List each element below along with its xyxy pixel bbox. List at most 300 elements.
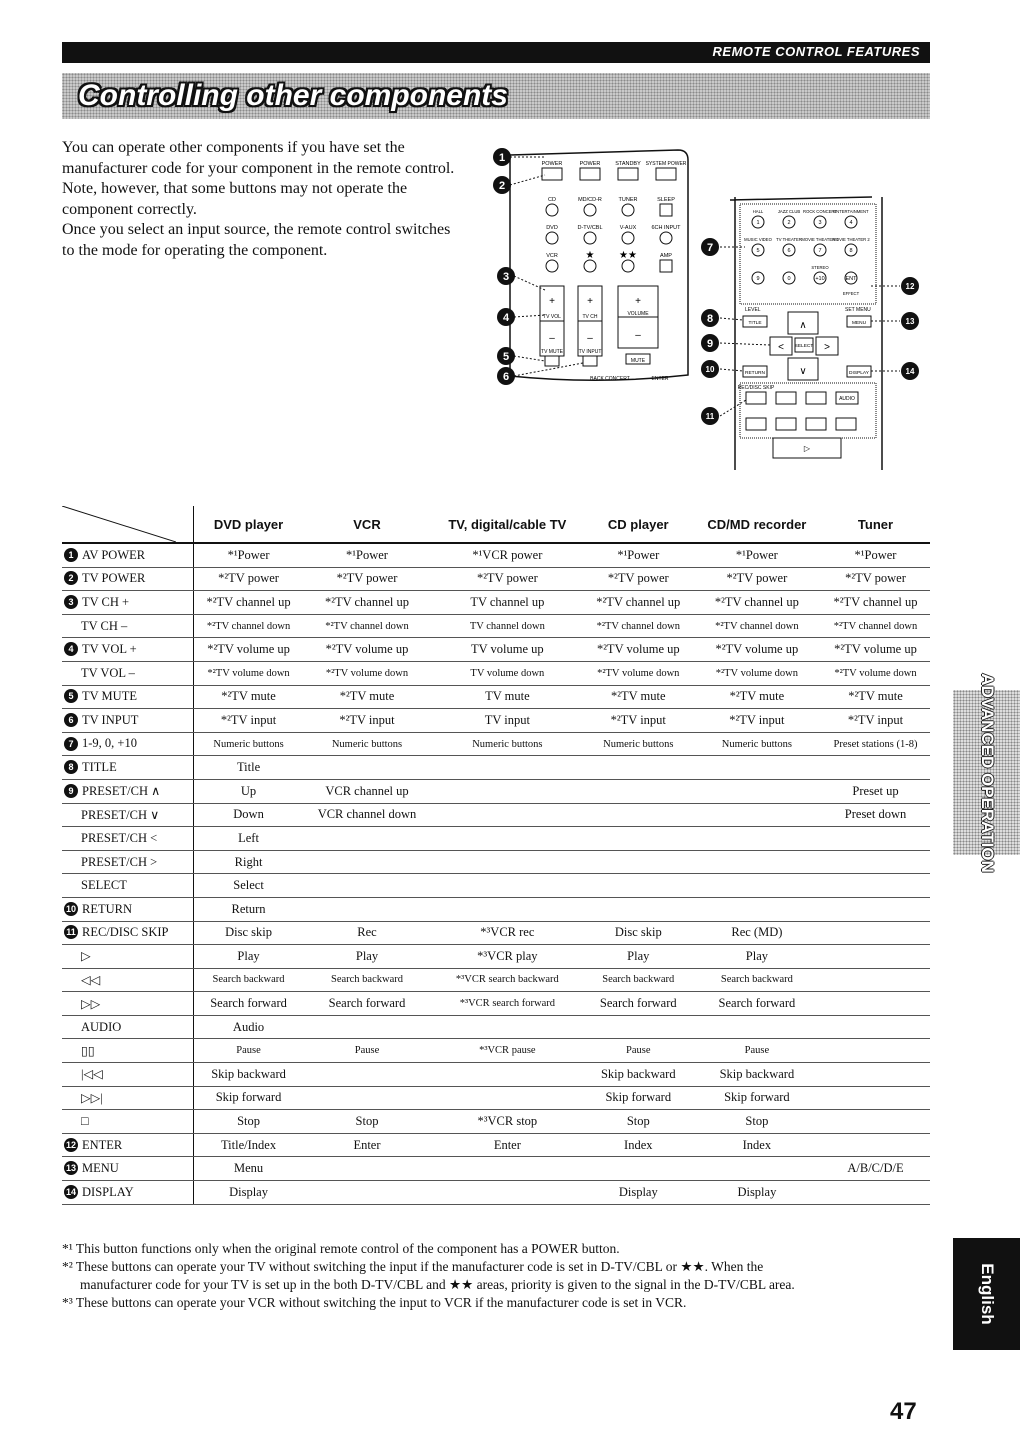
svg-text:8: 8: [849, 248, 853, 254]
table-cell: [431, 803, 584, 827]
svg-text:5: 5: [502, 351, 510, 363]
svg-text:12: 12: [905, 282, 915, 291]
row-key: [62, 803, 194, 827]
svg-text:6: 6: [787, 248, 791, 254]
table-cell: Display: [584, 1181, 693, 1205]
svg-text:∧: ∧: [799, 320, 807, 331]
function-table: [62, 506, 930, 1205]
table-cell: TV volume down: [431, 661, 584, 685]
svg-text:13: 13: [905, 317, 915, 326]
row-key: [62, 1181, 194, 1205]
table-cell: *²TV channel up: [194, 591, 304, 615]
svg-text:ENT: ENT: [845, 276, 857, 282]
sound-buttons: [752, 216, 857, 284]
table-cell: *²TV mute: [584, 685, 693, 709]
table-cell: [821, 827, 930, 851]
tv-mute-label: TV MUTE: [541, 349, 563, 355]
table-cell: *²TV volume down: [693, 661, 821, 685]
table-cell: *²TV input: [303, 709, 431, 733]
table-cell: TV mute: [431, 685, 584, 709]
table-cell: [821, 945, 930, 969]
table-cell: *²TV power: [584, 567, 693, 591]
table-cell: [693, 874, 821, 898]
tv-vol-label: TV VOL: [543, 314, 561, 320]
row-number-badge: 10: [65, 903, 76, 914]
row-number-badge: 14: [65, 1186, 76, 1197]
table-cell: [693, 850, 821, 874]
table-cell: *²TV volume down: [821, 661, 930, 685]
table-corner: [62, 506, 194, 543]
row-key-label: REC/DISC SKIP: [82, 925, 169, 940]
row-key-label: |◁◁: [81, 1067, 103, 1082]
table-row: [62, 1086, 930, 1110]
row-key-label: ENTER: [82, 1137, 123, 1152]
svg-text:ROCK CONCERT: ROCK CONCERT: [803, 209, 837, 214]
col-header-cdmd: CD/MD recorder: [693, 506, 821, 543]
back-concert-label: BACK CONCERT: [590, 376, 630, 382]
page-title: Controlling other components: [78, 79, 508, 112]
table-cell: Stop: [194, 1110, 304, 1134]
table-cell: [431, 779, 584, 803]
table-cell: Numeric buttons: [431, 732, 584, 756]
table-cell: Stop: [693, 1110, 821, 1134]
table-cell: Preset stations (1-8): [821, 732, 930, 756]
row-number-badge: 1: [64, 548, 78, 562]
row-key-label: RETURN: [82, 901, 132, 916]
table-cell: [303, 756, 431, 780]
table-cell: Rec: [303, 921, 431, 945]
table-cell: TV input: [431, 709, 584, 733]
table-cell: *²TV volume down: [194, 661, 304, 685]
table-cell: Select: [194, 874, 304, 898]
svg-text:3: 3: [818, 220, 822, 226]
table-cell: *²TV channel up: [584, 591, 693, 615]
table-cell: *²TV volume up: [194, 638, 304, 662]
table-cell: Right: [194, 850, 304, 874]
svg-text:14: 14: [905, 367, 915, 376]
svg-text:4: 4: [849, 220, 853, 226]
svg-text:MOVIE THEATER 2: MOVIE THEATER 2: [832, 237, 870, 242]
table-row: [62, 709, 930, 733]
table-cell: *²TV power: [303, 567, 431, 591]
svg-text:3: 3: [502, 271, 510, 283]
table-cell: *³VCR search backward: [431, 968, 584, 992]
row-key-label: ▷▷|: [81, 1090, 103, 1105]
table-row: [62, 591, 930, 615]
row-key-label: AV POWER: [82, 547, 146, 562]
table-cell: [821, 1039, 930, 1063]
row-key-label: ◁◁: [81, 972, 101, 987]
table-row: [62, 567, 930, 591]
table-cell: Pause: [693, 1039, 821, 1063]
table-cell: *³VCR play: [431, 945, 584, 969]
col-header-cd: CD player: [584, 506, 693, 543]
corner-diagonal: [62, 506, 176, 542]
table-cell: [303, 1015, 431, 1039]
table-cell: [821, 992, 930, 1016]
table-cell: *²TV mute: [693, 685, 821, 709]
table-cell: Search forward: [303, 992, 431, 1016]
table-cell: Down: [194, 803, 304, 827]
row-key: [62, 897, 194, 921]
table-cell: [584, 874, 693, 898]
table-row: [62, 945, 930, 969]
svg-text:6: 6: [502, 371, 510, 383]
row-key: [62, 1133, 194, 1157]
table-cell: [431, 1015, 584, 1039]
table-cell: Enter: [431, 1133, 584, 1157]
table-cell: [584, 756, 693, 780]
svg-text:LEVEL: LEVEL: [745, 307, 761, 313]
row-number-badge: 11: [64, 925, 78, 939]
table-cell: [584, 779, 693, 803]
table-cell: Skip backward: [693, 1063, 821, 1087]
svg-text:MENU: MENU: [851, 321, 867, 326]
table-cell: [431, 897, 584, 921]
table-row: [62, 685, 930, 709]
table-row: [62, 850, 930, 874]
table-cell: [821, 1086, 930, 1110]
table-cell: Left: [194, 827, 304, 851]
table-cell: [693, 827, 821, 851]
footnote-2-continued: manufacturer code for your TV is set up in the both D-TV/CBL and ★★ areas, priority is given to the signal in the D-TV/CBL area.: [80, 1277, 795, 1292]
table-cell: Search forward: [584, 992, 693, 1016]
svg-text:ENTERTAINMENT: ENTERTAINMENT: [833, 209, 869, 214]
table-cell: Index: [584, 1133, 693, 1157]
src-label-dtv: D-TV/CBL: [577, 225, 603, 231]
row-key: [62, 732, 194, 756]
table-cell: [821, 756, 930, 780]
svg-text:REC/DISC SKIP: REC/DISC SKIP: [737, 385, 775, 391]
table-cell: Title/Index: [194, 1133, 304, 1157]
table-cell: [303, 1086, 431, 1110]
english-label: English: [977, 1263, 997, 1325]
english-tab: [953, 1238, 1020, 1350]
row-key-label: TV INPUT: [82, 712, 139, 727]
table-row: [62, 803, 930, 827]
table-cell: [303, 827, 431, 851]
page-number: 47: [890, 1398, 917, 1425]
table-cell: [431, 874, 584, 898]
svg-text:–: –: [587, 333, 593, 344]
tv-input-label: TV INPUT: [578, 349, 602, 355]
row-key: [62, 1086, 194, 1110]
table-cell: [303, 1157, 431, 1181]
table-cell: [303, 1181, 431, 1205]
row-key: [62, 827, 194, 851]
row-key-label: ▯▯: [81, 1043, 95, 1058]
row-number-badge: 3: [64, 595, 78, 609]
svg-text:7: 7: [818, 248, 822, 254]
table-cell: *²TV channel up: [693, 591, 821, 615]
src-label-tuner: TUNER: [618, 197, 638, 203]
table-cell: VCR channel up: [303, 779, 431, 803]
svg-text:2: 2: [787, 220, 791, 226]
footnote-3: *³ These buttons can operate your VCR without switching the input to VCR if the manufacturer code is set in VCR.: [62, 1295, 687, 1310]
row-key-label: □: [81, 1114, 89, 1129]
table-cell: Title: [194, 756, 304, 780]
table-cell: [693, 756, 821, 780]
table-cell: Search backward: [194, 968, 304, 992]
table-row: [62, 1157, 930, 1181]
svg-text:1: 1: [498, 152, 506, 164]
svg-text:–: –: [635, 330, 641, 341]
row-number-badge: 9: [64, 784, 78, 798]
svg-text:STEREO: STEREO: [811, 265, 829, 270]
table-body: [62, 543, 930, 1204]
table-row: [62, 897, 930, 921]
power-label-1: POWER: [541, 161, 563, 167]
col-header-dvd: DVD player: [194, 506, 304, 543]
table-row: [62, 779, 930, 803]
row-key: [62, 614, 194, 638]
table-cell: Play: [194, 945, 304, 969]
footnote-2: *² These buttons can operate your TV without switching the input if the manufacturer code is set in D-TV/CBL or ★★. When the: [62, 1259, 764, 1274]
row-key: [62, 1039, 194, 1063]
table-cell: Skip forward: [584, 1086, 693, 1110]
table-cell: [431, 1086, 584, 1110]
volume-label: VOLUME: [627, 311, 649, 317]
table-cell: [431, 1181, 584, 1205]
row-key: [62, 756, 194, 780]
power-label-4: SYSTEM POWER: [645, 161, 687, 167]
table-cell: [821, 1015, 930, 1039]
table-cell: *¹Power: [194, 543, 304, 567]
table-cell: Preset down: [821, 803, 930, 827]
table-cell: Skip forward: [194, 1086, 304, 1110]
table-cell: [584, 1157, 693, 1181]
svg-text:AUDIO: AUDIO: [839, 396, 855, 402]
table-cell: [693, 803, 821, 827]
table-cell: Skip backward: [584, 1063, 693, 1087]
enter-small-label: ENTER: [651, 376, 669, 382]
table-row: [62, 1110, 930, 1134]
table-cell: [584, 1015, 693, 1039]
table-cell: Audio: [194, 1015, 304, 1039]
table-cell: Up: [194, 779, 304, 803]
advanced-operation-tab: [953, 672, 1020, 873]
table-cell: Display: [693, 1181, 821, 1205]
row-key-label: PRESET/CH >: [81, 854, 158, 869]
number-labels: [756, 220, 857, 282]
svg-text:9: 9: [756, 276, 760, 282]
table-cell: [821, 921, 930, 945]
row-key: [62, 661, 194, 685]
svg-text:+: +: [587, 296, 593, 307]
col-header-tuner: Tuner: [821, 506, 930, 543]
table-cell: *²TV power: [821, 567, 930, 591]
table-cell: Numeric buttons: [584, 732, 693, 756]
svg-text:9: 9: [706, 338, 714, 350]
table-cell: [821, 1110, 930, 1134]
table-cell: *²TV volume up: [584, 638, 693, 662]
col-header-tv: TV, digital/cable TV: [431, 506, 584, 543]
row-key: [62, 709, 194, 733]
svg-text:DISPLAY: DISPLAY: [849, 371, 869, 376]
svg-text:8: 8: [706, 313, 714, 325]
tv-ch-label: TV CH: [582, 314, 598, 320]
table-row: [62, 1039, 930, 1063]
table-cell: *²TV power: [431, 567, 584, 591]
src-label-dvd: DVD: [546, 225, 558, 231]
row-number-badge: 13: [65, 1163, 76, 1174]
table-cell: [431, 827, 584, 851]
table-cell: *²TV channel down: [303, 614, 431, 638]
table-cell: *²TV channel down: [194, 614, 304, 638]
row-key: [62, 1015, 194, 1039]
src-label-6ch: 6CH INPUT: [651, 225, 681, 231]
table-row: [62, 614, 930, 638]
table-cell: [584, 897, 693, 921]
row-key-label: PRESET/CH <: [81, 830, 158, 845]
row-key-label: TV VOL +: [82, 642, 137, 657]
table-cell: Stop: [303, 1110, 431, 1134]
table-row: [62, 968, 930, 992]
svg-text:10: 10: [705, 365, 715, 374]
table-cell: Search backward: [584, 968, 693, 992]
table-cell: Preset up: [821, 779, 930, 803]
table-row: [62, 921, 930, 945]
table-cell: Search forward: [693, 992, 821, 1016]
row-key: [62, 992, 194, 1016]
intro-text: [62, 138, 462, 261]
table-row: [62, 756, 930, 780]
row-key-label: TV CH +: [82, 594, 130, 609]
row-key: [62, 591, 194, 615]
table-row: [62, 992, 930, 1016]
advanced-operation-label: ADVANCED OPERATION: [977, 672, 997, 873]
svg-text:0: 0: [787, 276, 791, 282]
table-cell: Index: [693, 1133, 821, 1157]
svg-text:MUSIC VIDEO: MUSIC VIDEO: [744, 237, 772, 242]
table-header-row: [62, 506, 930, 543]
src-label-amp: AMP: [660, 253, 672, 259]
table-cell: *¹Power: [303, 543, 431, 567]
table-cell: [693, 897, 821, 921]
row-key: [62, 638, 194, 662]
row-key: [62, 874, 194, 898]
table-cell: *²TV input: [821, 709, 930, 733]
table-cell: [584, 827, 693, 851]
row-number-badge: 7: [64, 737, 78, 751]
src-label-md: MD/CD-R: [578, 197, 602, 203]
table-cell: [821, 850, 930, 874]
source-buttons: [546, 204, 672, 272]
row-number-badge: 4: [64, 642, 78, 656]
table-cell: *¹VCR power: [431, 543, 584, 567]
svg-text:7: 7: [706, 242, 714, 254]
svg-text:▷: ▷: [803, 444, 811, 453]
table-cell: A/B/C/D/E: [821, 1157, 930, 1181]
table-cell: [584, 803, 693, 827]
table-cell: Skip backward: [194, 1063, 304, 1087]
row-key: [62, 968, 194, 992]
table-cell: [693, 779, 821, 803]
table-cell: *²TV input: [584, 709, 693, 733]
table-row: [62, 1133, 930, 1157]
table-row: [62, 827, 930, 851]
row-key-label: MENU: [82, 1161, 119, 1176]
svg-text:RETURN: RETURN: [745, 371, 765, 376]
row-key-label: TV POWER: [82, 571, 146, 586]
table-cell: Display: [194, 1181, 304, 1205]
row-key-label: ▷: [81, 949, 91, 964]
row-number-badge: 2: [64, 571, 78, 585]
table-cell: *³VCR stop: [431, 1110, 584, 1134]
table-cell: [821, 1133, 930, 1157]
row-key: [62, 945, 194, 969]
intro-paragraph-1: You can operate other components if you have set the manufacturer code for your component in the remote control. Note, however, that some buttons may not operate the component correctly.: [62, 139, 455, 218]
svg-text:SET MENU: SET MENU: [845, 307, 871, 313]
row-key-label: TV CH –: [81, 618, 128, 633]
table-cell: *¹Power: [821, 543, 930, 567]
table-row: [62, 874, 930, 898]
svg-text:–: –: [549, 333, 555, 344]
table-row: [62, 661, 930, 685]
row-key: [62, 1063, 194, 1087]
svg-text:5: 5: [756, 248, 760, 254]
table-cell: [821, 968, 930, 992]
table-cell: TV channel down: [431, 614, 584, 638]
table-cell: Pause: [584, 1039, 693, 1063]
svg-text:SELECT: SELECT: [794, 344, 814, 349]
row-key-label: 1-9, 0, +10: [82, 736, 137, 751]
table-cell: Play: [303, 945, 431, 969]
table-cell: Menu: [194, 1157, 304, 1181]
table-cell: *²TV channel down: [584, 614, 693, 638]
row-number-badge: 6: [64, 713, 78, 727]
svg-text:+: +: [549, 296, 555, 307]
footnotes: [62, 1240, 942, 1312]
table-cell: *²TV channel up: [821, 591, 930, 615]
row-key: [62, 567, 194, 591]
table-row: [62, 1181, 930, 1205]
table-cell: Disc skip: [194, 921, 304, 945]
svg-text:EFFECT: EFFECT: [842, 291, 860, 296]
svg-text:HALL: HALL: [752, 209, 764, 214]
table-cell: Play: [693, 945, 821, 969]
table-cell: Stop: [584, 1110, 693, 1134]
table-cell: [303, 897, 431, 921]
section-header-text: REMOTE CONTROL FEATURES: [712, 44, 920, 59]
row-key-label: SELECT: [81, 878, 127, 893]
intro-paragraph-2: Once you select an input source, the remote control switches to the mode for operating the component.: [62, 221, 451, 259]
table-cell: [303, 874, 431, 898]
table-cell: *²TV volume up: [693, 638, 821, 662]
table-cell: *²TV mute: [821, 685, 930, 709]
col-header-vcr: VCR: [303, 506, 431, 543]
table-cell: Numeric buttons: [693, 732, 821, 756]
table-row: [62, 638, 930, 662]
table-cell: [431, 756, 584, 780]
table-cell: [821, 897, 930, 921]
row-key-label: AUDIO: [81, 1019, 122, 1034]
row-key: [62, 543, 194, 567]
svg-text:TV THEATER: TV THEATER: [776, 237, 802, 242]
footnote-1: *¹ This button functions only when the original remote control of the component has a POWER button.: [62, 1241, 620, 1256]
table-cell: Play: [584, 945, 693, 969]
table-cell: [303, 1063, 431, 1087]
row-key: [62, 1157, 194, 1181]
svg-text:<: <: [778, 342, 784, 353]
table-cell: *²TV volume up: [821, 638, 930, 662]
row-key: [62, 1110, 194, 1134]
row-key: [62, 779, 194, 803]
table-cell: *³VCR pause: [431, 1039, 584, 1063]
power-label-2: POWER: [579, 161, 601, 167]
table-cell: *²TV channel up: [303, 591, 431, 615]
table-cell: *²TV input: [693, 709, 821, 733]
